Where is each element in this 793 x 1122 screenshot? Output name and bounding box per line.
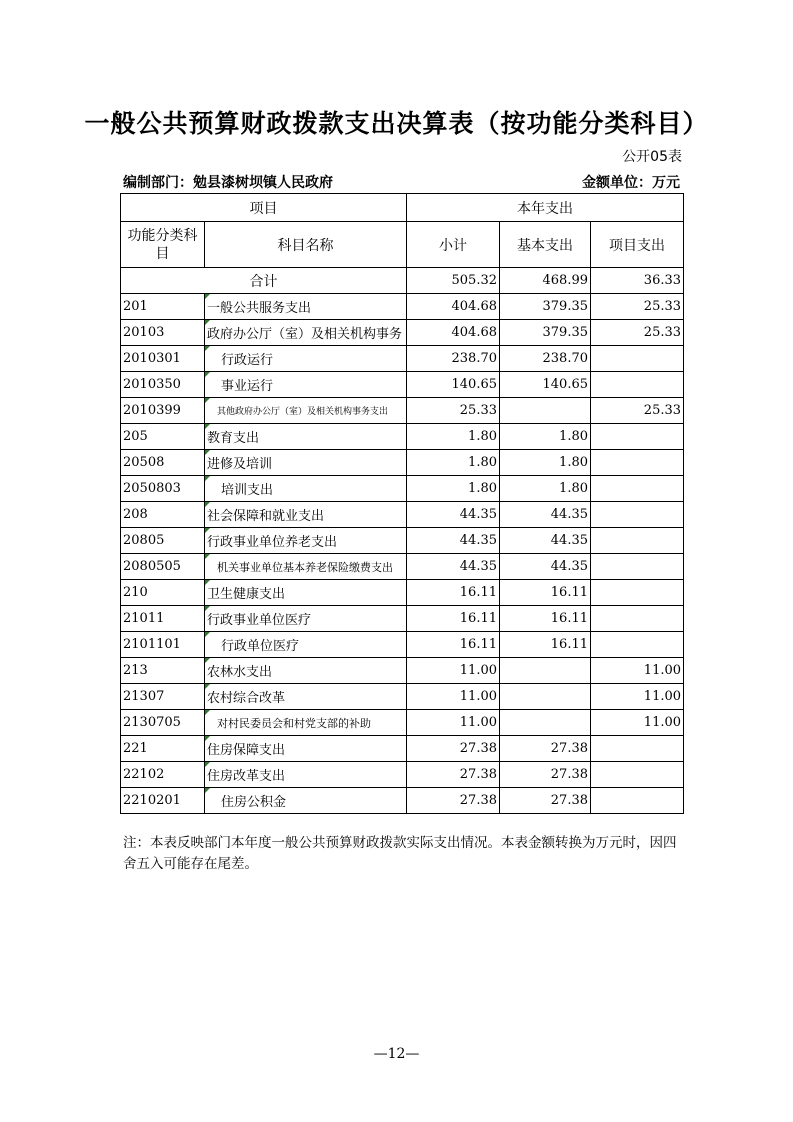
row-project: 25.33	[591, 294, 684, 320]
table-row	[121, 736, 684, 762]
row-project	[591, 632, 684, 658]
table-row	[121, 476, 684, 502]
row-code: 2010399	[121, 398, 205, 424]
footnote: 注：本表反映部门本年度一般公共预算财政拨款实际支出情况。本表金额转换为万元时，因四舍五入可能存在尾差。	[123, 835, 677, 872]
row-code: 22102	[121, 762, 205, 788]
cell-comment-marker-icon	[205, 528, 210, 533]
table-row	[121, 398, 684, 424]
row-name	[205, 710, 407, 736]
row-subtotal: 16.11	[407, 580, 500, 606]
table-row	[121, 372, 684, 398]
row-code: 21011	[121, 606, 205, 632]
row-basic: 44.35	[500, 554, 591, 580]
row-basic: 27.38	[500, 762, 591, 788]
row-name-text: 其他政府办公厅（室）及相关机构事务支出	[217, 407, 389, 417]
row-name	[205, 580, 407, 606]
row-name-text: 对村民委员会和村党支部的补助	[217, 716, 371, 730]
row-code: 2010301	[121, 346, 205, 372]
row-code: 2010350	[121, 372, 205, 398]
row-code: 208	[121, 502, 205, 528]
row-name-text: 教育支出	[207, 431, 260, 446]
row-code: 20805	[121, 528, 205, 554]
row-project	[591, 372, 684, 398]
row-project	[591, 606, 684, 632]
row-name-text: 事业运行	[221, 379, 274, 394]
cell-comment-marker-icon	[205, 294, 210, 299]
row-code: 205	[121, 424, 205, 450]
cell-comment-marker-icon	[205, 762, 210, 767]
row-code: 20103	[121, 320, 205, 346]
row-subtotal: 1.80	[407, 476, 500, 502]
page-title: 一般公共预算财政拨款支出决算表（按功能分类科目）	[84, 109, 709, 138]
row-name-text: 住房保障支出	[207, 743, 286, 758]
total-row	[121, 268, 684, 294]
header-basic: 基本支出	[500, 222, 591, 268]
row-basic	[500, 398, 591, 424]
row-subtotal: 404.68	[407, 320, 500, 346]
table-row	[121, 320, 684, 346]
row-code: 2101101	[121, 632, 205, 658]
row-subtotal: 1.80	[407, 450, 500, 476]
row-name	[205, 424, 407, 450]
cell-comment-marker-icon	[205, 554, 210, 559]
row-basic	[500, 684, 591, 710]
header-annual: 本年支出	[407, 194, 684, 222]
row-name	[205, 606, 407, 632]
row-name-text: 卫生健康支出	[207, 587, 286, 602]
row-code: 2210201	[121, 788, 205, 814]
row-basic: 379.35	[500, 320, 591, 346]
row-name	[205, 502, 407, 528]
table-row	[121, 762, 684, 788]
table-row	[121, 294, 684, 320]
row-name-text: 住房改革支出	[207, 769, 286, 784]
row-name	[205, 450, 407, 476]
row-project	[591, 502, 684, 528]
row-name	[205, 320, 407, 346]
row-subtotal: 1.80	[407, 424, 500, 450]
row-subtotal: 44.35	[407, 502, 500, 528]
row-basic: 16.11	[500, 580, 591, 606]
cell-comment-marker-icon	[205, 502, 210, 507]
row-subtotal: 44.35	[407, 554, 500, 580]
row-name	[205, 632, 407, 658]
row-project	[591, 580, 684, 606]
row-basic	[500, 710, 591, 736]
cell-comment-marker-icon	[205, 346, 210, 351]
row-project	[591, 476, 684, 502]
row-subtotal: 44.35	[407, 528, 500, 554]
row-project	[591, 424, 684, 450]
total-basic: 468.99	[500, 268, 591, 294]
page-number: —12—	[373, 1046, 420, 1062]
row-name-text: 住房公积金	[221, 795, 287, 810]
cell-comment-marker-icon	[205, 710, 210, 715]
row-basic: 44.35	[500, 528, 591, 554]
row-name-text: 社会保障和就业支出	[207, 509, 325, 524]
row-basic: 16.11	[500, 606, 591, 632]
cell-comment-marker-icon	[205, 684, 210, 689]
row-project	[591, 554, 684, 580]
row-name	[205, 398, 407, 424]
row-name	[205, 736, 407, 762]
row-subtotal: 238.70	[407, 346, 500, 372]
table-code: 公开05表	[622, 149, 682, 165]
table-row	[121, 580, 684, 606]
cell-comment-marker-icon	[205, 632, 210, 637]
row-name-text: 行政事业单位医疗	[207, 613, 312, 628]
row-name-text: 行政单位医疗	[221, 639, 300, 654]
row-name-text: 政府办公厅（室）及相关机构事务	[207, 327, 403, 342]
row-project: 25.33	[591, 398, 684, 424]
row-project: 25.33	[591, 320, 684, 346]
row-project	[591, 736, 684, 762]
row-name	[205, 294, 407, 320]
row-subtotal: 11.00	[407, 710, 500, 736]
row-code: 213	[121, 658, 205, 684]
row-name-text: 农林水支出	[207, 665, 273, 680]
cell-comment-marker-icon	[205, 424, 210, 429]
cell-comment-marker-icon	[205, 788, 210, 793]
row-name-text: 一般公共服务支出	[207, 301, 312, 316]
row-name	[205, 762, 407, 788]
row-name	[205, 658, 407, 684]
total-subtotal: 505.32	[407, 268, 500, 294]
table-row	[121, 658, 684, 684]
row-project	[591, 528, 684, 554]
row-basic	[500, 658, 591, 684]
table-row	[121, 450, 684, 476]
table-row	[121, 632, 684, 658]
row-code: 2130705	[121, 710, 205, 736]
cell-comment-marker-icon	[205, 736, 210, 741]
department-label: 编制部门：勉县漆树坝镇人民政府	[123, 175, 333, 191]
row-basic: 27.38	[500, 788, 591, 814]
row-basic: 379.35	[500, 294, 591, 320]
row-name-text: 行政运行	[221, 353, 274, 368]
row-name-text: 行政事业单位养老支出	[207, 535, 338, 550]
table-row	[121, 554, 684, 580]
row-subtotal: 25.33	[407, 398, 500, 424]
row-project	[591, 450, 684, 476]
row-code: 2080505	[121, 554, 205, 580]
row-project	[591, 762, 684, 788]
row-basic: 27.38	[500, 736, 591, 762]
cell-comment-marker-icon	[205, 398, 210, 403]
row-code: 210	[121, 580, 205, 606]
row-code: 21307	[121, 684, 205, 710]
table-row	[121, 788, 684, 814]
total-label: 合计	[121, 268, 407, 294]
table-row	[121, 684, 684, 710]
table-row	[121, 424, 684, 450]
row-name-text: 机关事业单位基本养老保险缴费支出	[217, 560, 393, 574]
row-subtotal: 404.68	[407, 294, 500, 320]
table-row	[121, 346, 684, 372]
row-name	[205, 788, 407, 814]
table-row	[121, 606, 684, 632]
row-basic: 1.80	[500, 424, 591, 450]
row-project: 11.00	[591, 710, 684, 736]
table-row	[121, 528, 684, 554]
cell-comment-marker-icon	[205, 320, 210, 325]
row-subtotal: 27.38	[407, 762, 500, 788]
row-code: 221	[121, 736, 205, 762]
row-project	[591, 346, 684, 372]
cell-comment-marker-icon	[205, 580, 210, 585]
header-project: 项目支出	[591, 222, 684, 268]
row-name-text: 进修及培训	[207, 457, 273, 472]
row-project: 11.00	[591, 658, 684, 684]
cell-comment-marker-icon	[205, 476, 210, 481]
header-code-col: 功能分类科目	[121, 222, 205, 268]
row-subtotal: 27.38	[407, 788, 500, 814]
row-basic: 44.35	[500, 502, 591, 528]
row-project: 11.00	[591, 684, 684, 710]
row-name	[205, 554, 407, 580]
cell-comment-marker-icon	[205, 658, 210, 663]
header-item: 项目	[121, 194, 407, 222]
expenditure-table	[120, 193, 684, 814]
row-subtotal: 16.11	[407, 606, 500, 632]
cell-comment-marker-icon	[205, 372, 210, 377]
row-code: 201	[121, 294, 205, 320]
row-name	[205, 528, 407, 554]
row-subtotal: 27.38	[407, 736, 500, 762]
row-subtotal: 11.00	[407, 658, 500, 684]
total-project: 36.33	[591, 268, 684, 294]
row-name-text: 培训支出	[221, 483, 274, 498]
header-name-col: 科目名称	[205, 222, 407, 268]
row-subtotal: 140.65	[407, 372, 500, 398]
row-name	[205, 372, 407, 398]
row-name-text: 农村综合改革	[207, 691, 286, 706]
row-basic: 16.11	[500, 632, 591, 658]
row-project	[591, 788, 684, 814]
row-code: 2050803	[121, 476, 205, 502]
row-basic: 1.80	[500, 450, 591, 476]
cell-comment-marker-icon	[205, 606, 210, 611]
row-basic: 140.65	[500, 372, 591, 398]
row-code: 20508	[121, 450, 205, 476]
table-row	[121, 502, 684, 528]
row-name	[205, 476, 407, 502]
row-subtotal: 16.11	[407, 632, 500, 658]
row-name	[205, 684, 407, 710]
unit-label: 金额单位：万元	[582, 175, 680, 191]
row-basic: 238.70	[500, 346, 591, 372]
row-subtotal: 11.00	[407, 684, 500, 710]
table-row	[121, 710, 684, 736]
cell-comment-marker-icon	[205, 450, 210, 455]
row-name	[205, 346, 407, 372]
row-basic: 1.80	[500, 476, 591, 502]
header-subtotal: 小计	[407, 222, 500, 268]
